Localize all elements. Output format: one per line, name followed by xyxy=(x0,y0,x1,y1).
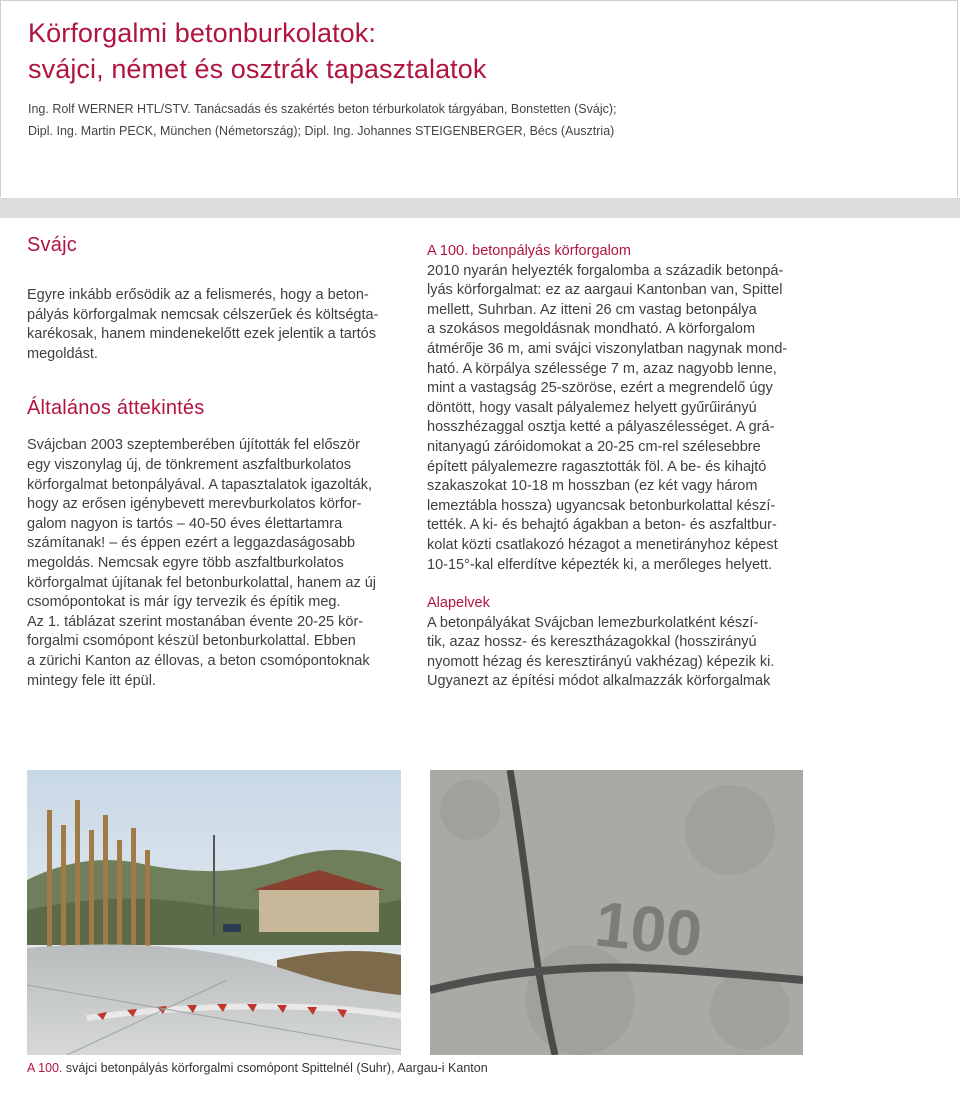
overview-paragraph xyxy=(27,436,407,691)
heading-100th-roundabout: A 100. betonpályás körforgalom xyxy=(427,243,631,259)
heading-svajc: Svájc xyxy=(27,234,77,256)
body-line: szakaszokat 10-18 m hosszban (ez két vagy három xyxy=(427,478,758,495)
body-line: Ugyanezt az építési módot alkalmazzák körforgalmak xyxy=(427,673,771,690)
intro-line: Egyre inkább erősödik az a felismerés, hogy a beton- xyxy=(27,287,369,303)
authors-line-2: Dipl. Ing. Martin PECK, München (Németország); Dipl. Ing. Johannes STEIGENBERGER, Bécs (Ausztria) xyxy=(28,124,615,138)
body-line: körforgalmat újítanak fel betonburkolattal, hanem az új xyxy=(27,574,377,591)
title-line-2: svájci, német és osztrák tapasztalatok xyxy=(28,54,487,84)
principles-paragraph xyxy=(427,614,807,692)
roundabout-photo-illustration xyxy=(27,770,401,1055)
authors xyxy=(28,98,616,142)
body-line: átmérője 36 m, ami svájci viszonylatban nagynak mond- xyxy=(427,340,788,357)
body-line: forgalmi csomópont készül betonburkolattal. Ebben xyxy=(27,633,356,650)
body-line: kolat közti csatlakozó hézagot a menetirányhoz képest xyxy=(427,536,778,553)
title-line-1: Körforgalmi betonburkolatok: xyxy=(28,18,376,48)
body-line: lemeztábla hossza) ugyancsak betonburkolattal készí- xyxy=(427,497,776,514)
authors-line-1: Ing. Rolf WERNER HTL/STV. Tanácsadás és szakértés beton térburkolatok tárgyában, Bonstetten (Svájc); xyxy=(28,102,617,116)
article-header xyxy=(0,0,958,197)
body-line: a szokásos megoldásnak mondható. A körforgalom xyxy=(427,321,756,338)
intro-line: megoldást. xyxy=(27,345,98,362)
body-line: nyomott hézag és keresztirányú vakhézag) képezik ki. xyxy=(427,653,775,670)
body-line: a zürichi Kanton az éllovas, a beton csomópontoknak xyxy=(27,652,370,669)
body-line: tik, azaz hossz- és keresztházagokkal (hosszirányú xyxy=(427,634,757,651)
body-line: hogy az erősen igénybevett merevburkolatos körfor- xyxy=(27,496,362,513)
body-line: mintegy fele itt épül. xyxy=(27,672,156,689)
body-line: Svájcban 2003 szeptemberében újították fel először xyxy=(27,437,360,454)
body-line: 2010 nyarán helyezték forgalomba a századik betonpá- xyxy=(427,262,784,279)
heading-principles: Alapelvek xyxy=(427,595,490,612)
divider-band xyxy=(0,198,960,218)
right-column xyxy=(427,242,807,692)
body-line: döntött, hogy vasalt pályalemez helyett gyűrűirányú xyxy=(427,399,757,416)
concrete-stamp-illustration xyxy=(430,770,803,1055)
body-line: mint a vastagság 25-szöröse, ezért a megrendelő úgy xyxy=(427,380,773,397)
body-line: tették. A ki- és behajtó ágakban a beton- és aszfaltbur- xyxy=(427,517,777,534)
heading-overview: Általános áttekintés xyxy=(27,397,205,420)
body-line: nitanyagú záróidomokat a 20-25 cm-rel szélesebbre xyxy=(427,438,761,455)
caption-label: A 100. xyxy=(27,1061,63,1075)
body-line: csomópontokat is már így tervezik és építik meg. xyxy=(27,594,341,611)
intro-paragraph xyxy=(27,286,407,364)
figure-caption xyxy=(27,1060,488,1076)
body-line: lyás körforgalmat: ez az aargaui Kantonban van, Spittel xyxy=(427,282,783,299)
body-line: mellett, Suhrban. Az itteni 26 cm vastag betonpálya xyxy=(427,301,757,318)
intro-line: pályás körforgalmak nemcsak célszerűek és költségta- xyxy=(27,306,379,323)
body-line: épített pályalemezre ragasztották föl. A be- és kihajtó xyxy=(427,458,767,475)
stamp-number: 100 xyxy=(591,887,706,971)
article-title xyxy=(28,15,487,87)
roundabout-paragraph xyxy=(427,262,807,576)
body-line: megoldás. Nemcsak egyre több aszfaltburkolatos xyxy=(27,554,344,571)
body-line: A betonpályákat Svájcban lemezburkolatként készí- xyxy=(427,614,759,631)
body-line: Az 1. táblázat szerint mostanában évente 20-25 kör- xyxy=(27,613,364,630)
caption-text: svájci betonpályás körforgalmi csomópont Spittelnél (Suhr), Aargau-i Kanton xyxy=(62,1061,488,1075)
body-line: 10-15°-kal elferdítve képezték ki, a merőleges helyett. xyxy=(427,556,773,573)
body-line: egy viszonylag új, de tönkrement aszfaltburkolatos xyxy=(27,456,352,473)
left-column xyxy=(27,232,407,691)
intro-line: karékosak, hanem mindenekelőtt ezek jelentik a tartós xyxy=(27,326,376,343)
concrete-stamp-photo xyxy=(430,770,803,1055)
body-line: galom nagyon is tartós – 40-50 éves élettartamra xyxy=(27,515,343,532)
body-line: ható. A körpálya szélessége 7 m, azaz nagyobb lenne, xyxy=(427,360,777,377)
roundabout-photo xyxy=(27,770,401,1055)
body-line: hosszhézaggal osztja ketté a pályaszélességet. A grá- xyxy=(427,419,775,436)
body-line: körforgalmat betonpályával. A tapasztalatok igazolták, xyxy=(27,476,372,493)
body-line: számítanak! – és éppen ezért a leggazdaságosabb xyxy=(27,535,356,552)
